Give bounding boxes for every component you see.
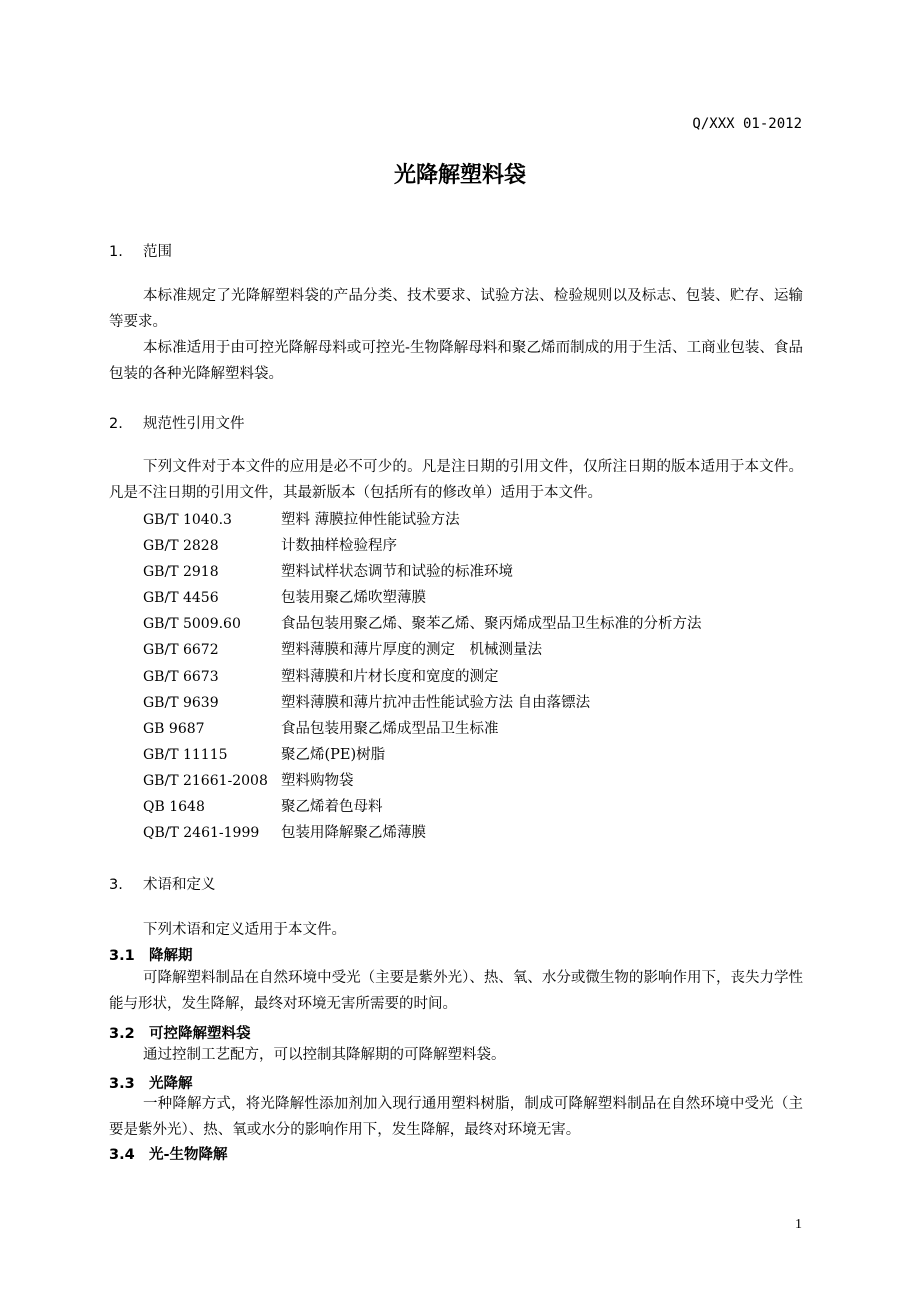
- normative-reference-list: [143, 507, 803, 846]
- reference-item: [143, 820, 803, 846]
- term-title: 可控降解塑料袋: [149, 1026, 251, 1042]
- reference-item: [143, 611, 803, 637]
- reference-item: [143, 533, 803, 559]
- term-3-1-definition: 可降解塑料制品在自然环境中受光（主要是紫外光）、热、氧、水分或微生物的影响作用下，丧失力学性能与形状，发生降解，最终对环境无害所需要的时间。: [109, 970, 803, 1012]
- reference-code: GB/T 2918: [143, 564, 219, 581]
- term-number: 3.2: [109, 1026, 135, 1042]
- reference-code: GB/T 21661-2008: [143, 772, 268, 789]
- reference-title: 塑料 薄膜拉伸性能试验方法: [281, 512, 460, 528]
- reference-title: 食品包装用聚乙烯成型品卫生标准: [281, 720, 499, 737]
- section-2-paragraph-1: 下列文件对于本文件的应用是必不可少的。凡是注日期的引用文件，仅所注日期的版本适用于本文件。凡是不注日期的引用文件，其最新版本（包括所有的修改单）适用于本文件。: [109, 459, 803, 501]
- section-number: 1.: [109, 244, 123, 260]
- term-title: 光-生物降解: [149, 1147, 228, 1163]
- reference-code: GB 9687: [143, 720, 205, 737]
- reference-item: [143, 794, 803, 820]
- term-3-3-definition: 一种降解方式，将光降解性添加剂加入现行通用塑料树脂，制成可降解塑料制品在自然环境中受光（主要是紫外光）、热、氧或水分的影响作用下，发生降解，最终对环境无害。: [109, 1096, 803, 1138]
- term-title: 降解期: [149, 948, 193, 964]
- term-3-1-heading: [109, 944, 193, 965]
- reference-item: [143, 559, 803, 585]
- section-1-paragraph-1: 本标准规定了光降解塑料袋的产品分类、技术要求、试验方法、检验规则以及标志、包装、贮存、运输等要求。: [109, 288, 803, 330]
- reference-title: 塑料试样状态调节和试验的标准环境: [281, 564, 513, 581]
- term-title: 光降解: [149, 1076, 193, 1092]
- reference-code: GB/T 5009.60: [143, 616, 241, 633]
- reference-title: 聚乙烯着色母料: [281, 799, 383, 816]
- reference-item: [143, 690, 803, 716]
- reference-code: GB/T 9639: [143, 694, 219, 711]
- reference-code: GB/T 2828: [143, 538, 219, 555]
- reference-title: 聚乙烯(PE)树脂: [281, 746, 386, 763]
- section-title: 术语和定义: [143, 877, 216, 893]
- document-code: Q/XXX 01-2012: [692, 116, 802, 132]
- term-number: 3.4: [109, 1147, 135, 1163]
- reference-code: GB/T 6673: [143, 668, 219, 685]
- section-1-paragraph-2: 本标准适用于由可控光降解母料或可控光-生物降解母料和聚乙烯而制成的用于生活、工商业包装、食品包装的各种光降解塑料袋。: [109, 340, 803, 382]
- section-number: 2.: [109, 416, 123, 432]
- reference-item: [143, 664, 803, 690]
- reference-title: 塑料购物袋: [281, 772, 354, 789]
- term-number: 3.3: [109, 1076, 135, 1092]
- reference-title: 计数抽样检验程序: [281, 538, 397, 555]
- reference-code: GB/T 6672: [143, 642, 219, 659]
- section-3-heading: [109, 873, 216, 894]
- reference-item: [143, 742, 803, 768]
- reference-item: [143, 507, 803, 533]
- section-2-heading: [109, 412, 245, 433]
- reference-title: 塑料薄膜和薄片抗冲击性能试验方法 自由落镖法: [281, 694, 591, 711]
- page-number: 1: [795, 1217, 802, 1232]
- section-title: 规范性引用文件: [143, 416, 245, 432]
- reference-title: 包装用聚乙烯吹塑薄膜: [281, 590, 426, 607]
- reference-title: 塑料薄膜和薄片厚度的测定 机械测量法: [281, 642, 542, 659]
- section-number: 3.: [109, 877, 123, 893]
- term-3-2-heading: [109, 1022, 251, 1043]
- reference-code: GB/T 1040.3: [143, 512, 232, 528]
- reference-item: [143, 768, 803, 794]
- reference-item: [143, 585, 803, 611]
- reference-item: [143, 637, 803, 663]
- term-3-2-definition: 通过控制工艺配方，可以控制其降解期的可降解塑料袋。: [143, 1047, 506, 1063]
- reference-code: QB 1648: [143, 799, 205, 816]
- term-3-3-heading: [109, 1072, 193, 1093]
- section-3-intro: 下列术语和定义适用于本文件。: [143, 922, 346, 938]
- term-3-4-heading: [109, 1143, 228, 1164]
- reference-code: QB/T 2461-1999: [143, 825, 260, 842]
- reference-title: 塑料薄膜和片材长度和宽度的测定: [281, 668, 499, 685]
- reference-code: GB/T 11115: [143, 746, 228, 763]
- section-title: 范围: [143, 244, 172, 260]
- section-1-heading: [109, 240, 172, 261]
- reference-title: 包装用降解聚乙烯薄膜: [281, 825, 426, 842]
- reference-code: GB/T 4456: [143, 590, 219, 607]
- term-number: 3.1: [109, 948, 135, 964]
- page-title: 光降解塑料袋: [393, 163, 526, 188]
- reference-title: 食品包装用聚乙烯、聚苯乙烯、聚丙烯成型品卫生标准的分析方法: [281, 616, 702, 633]
- reference-item: [143, 716, 803, 742]
